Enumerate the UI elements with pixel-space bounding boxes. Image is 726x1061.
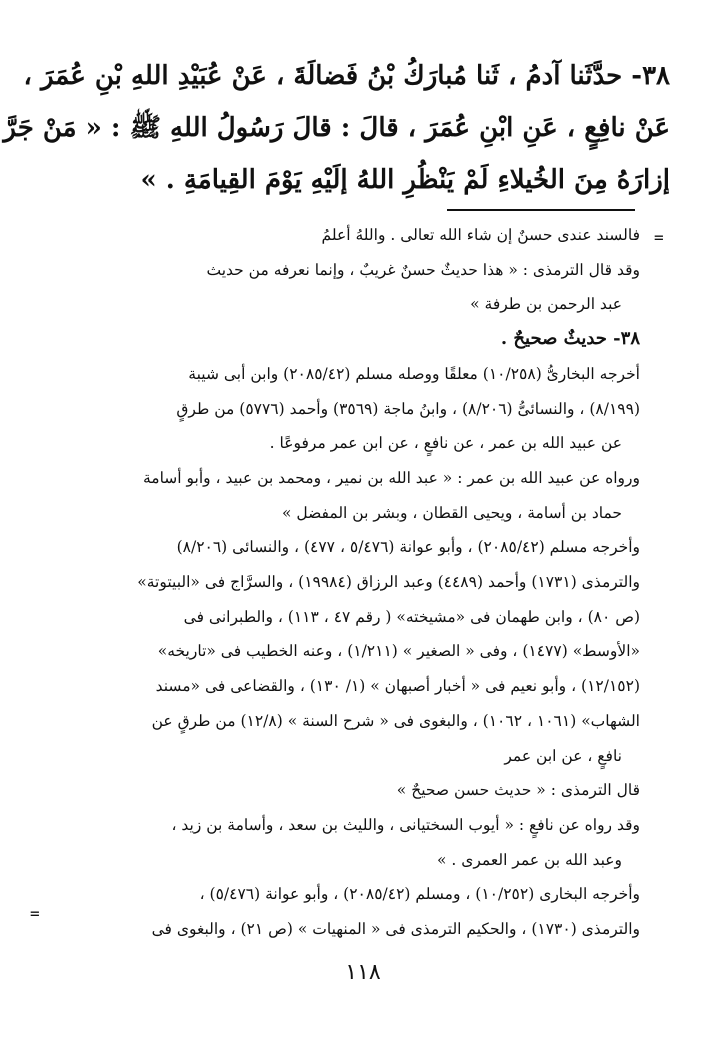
footnote-line: أخرجه البخارىُّ (١٠/٢٥٨) معلقًا ووصله مسلم (٢٠٨٥/٤٢) وابن أبى شيبة [188,364,640,383]
footnotes [60,218,640,947]
footnote-line: ورواه عن عبيد الله بن عمر : « عبد الله بن نمير ، ومحمد بن عبيد ، وأبو أسامة [142,468,640,487]
footnote-line: (١٢/١٥٢) ، وأبو نعيم فى « أخبار أصبهان » (١/ ١٣٠) ، والقضاعى فى «مسند [155,677,640,696]
margin-continuation-mark: = [30,904,40,923]
footnote-line: وقد قال الترمذى : « هذا حديثٌ حسنٌ غريبٌ ، وإنما نعرفه من حديث [206,260,640,279]
footnote-line: (٨/١٩٩) ، والنسائىُّ (٨/٢٠٦) ، وابنُ ماجة (٣٥٦٩) وأحمد (٥٧٧٦) من طرقٍ [176,399,640,418]
footnote-line: حماد بن أسامة ، ويحيى القطان ، وبشر بن المفضل » [281,503,622,522]
footnote-line: الشهاب» (١٠٦١ ، ١٠٦٢) ، والبغوى فى « شرح السنة » (١٢/٨) من طرقٍ عن [151,711,640,730]
hadith-text [3,50,670,206]
footnote-line: قال الترمذى : « حديث حسن صحيحٌ » [396,781,640,800]
footnote-line: (ص ٨٠) ، وابن طهمان فى «مشيخته» ( رقم ٤٧ ، ١١٣) ، والطبرانى فى [183,607,640,626]
footnote-line: وأخرجه مسلم (٢٠٨٥/٤٢) ، وأبو عوانة (٥/٤٧٦ ، ٤٧٧) ، والنسائى (٨/٢٠٦) [176,538,640,557]
footnote-line: وأخرجه البخارى (١٠/٢٥٢) ، ومسلم (٢٠٨٥/٤٢) ، وأبو عوانة (٥/٤٧٦) ، [199,885,640,904]
hadith-line: إزارَهُ مِنَ الخُيلاءِ لَمْ يَنْظُرِ اللهُ إلَيْهِ يَوْمَ القِيامَةِ . » [140,165,670,195]
footnote-line: نافعٍ ، عن ابن عمر [504,746,622,765]
hadith-line: ٣٨- حدَّثَنا آدمُ ، ثَنا مُبارَكُ بْنُ فَضالَةَ ، عَنْ عُبَيْدِ اللهِ بْنِ عُمَرَ ، [23,61,670,91]
footnote-line: «الأوسط» (١٤٧٧) ، وفى « الصغير » (١/٢١١) ، وعنه الخطيب فى «تاريخه» [157,642,640,661]
footnote-line: وقد رواه عن نافعٍ : « أيوب السختيانى ، والليث بن سعد ، وأسامة بن زيد ، [171,815,640,834]
footnote-line: فالسند عندى حسنٌ إن شاء الله تعالى . واللهُ أعلمُ [321,226,640,244]
margin-continuation-mark: = [654,228,664,247]
footnote-line: عبد الرحمن بن طرفة » [470,295,622,314]
footnote-heading: ٣٨- حديثٌ صحيحٌ . [500,328,640,350]
footnote-line: عن عبيد الله بن عمر ، عن نافعٍ ، عن ابن عمر مرفوعًا . [269,434,622,453]
page-number: ١١٨ [345,960,381,985]
footnote-line: والترمذى (١٧٣١) وأحمد (٤٤٨٩) وعبد الرزاق (١٩٩٨٤) ، والسرَّاج فى «البيتوتة» [137,573,640,592]
hadith-line: عَنْ نافِعٍ ، عَنِ ابْنِ عُمَرَ ، قالَ : قالَ رَسُولُ اللهِ ﷺ : « مَنْ جَرَّ [3,113,670,143]
footnote-separator [447,209,635,211]
footnote-line: والترمذى (١٧٣٠) ، والحكيم الترمذى فى « المنهيات » (ص ٢١) ، والبغوى فى [151,920,640,939]
footnote-line: وعبد الله بن عمر العمرى . » [436,850,622,869]
